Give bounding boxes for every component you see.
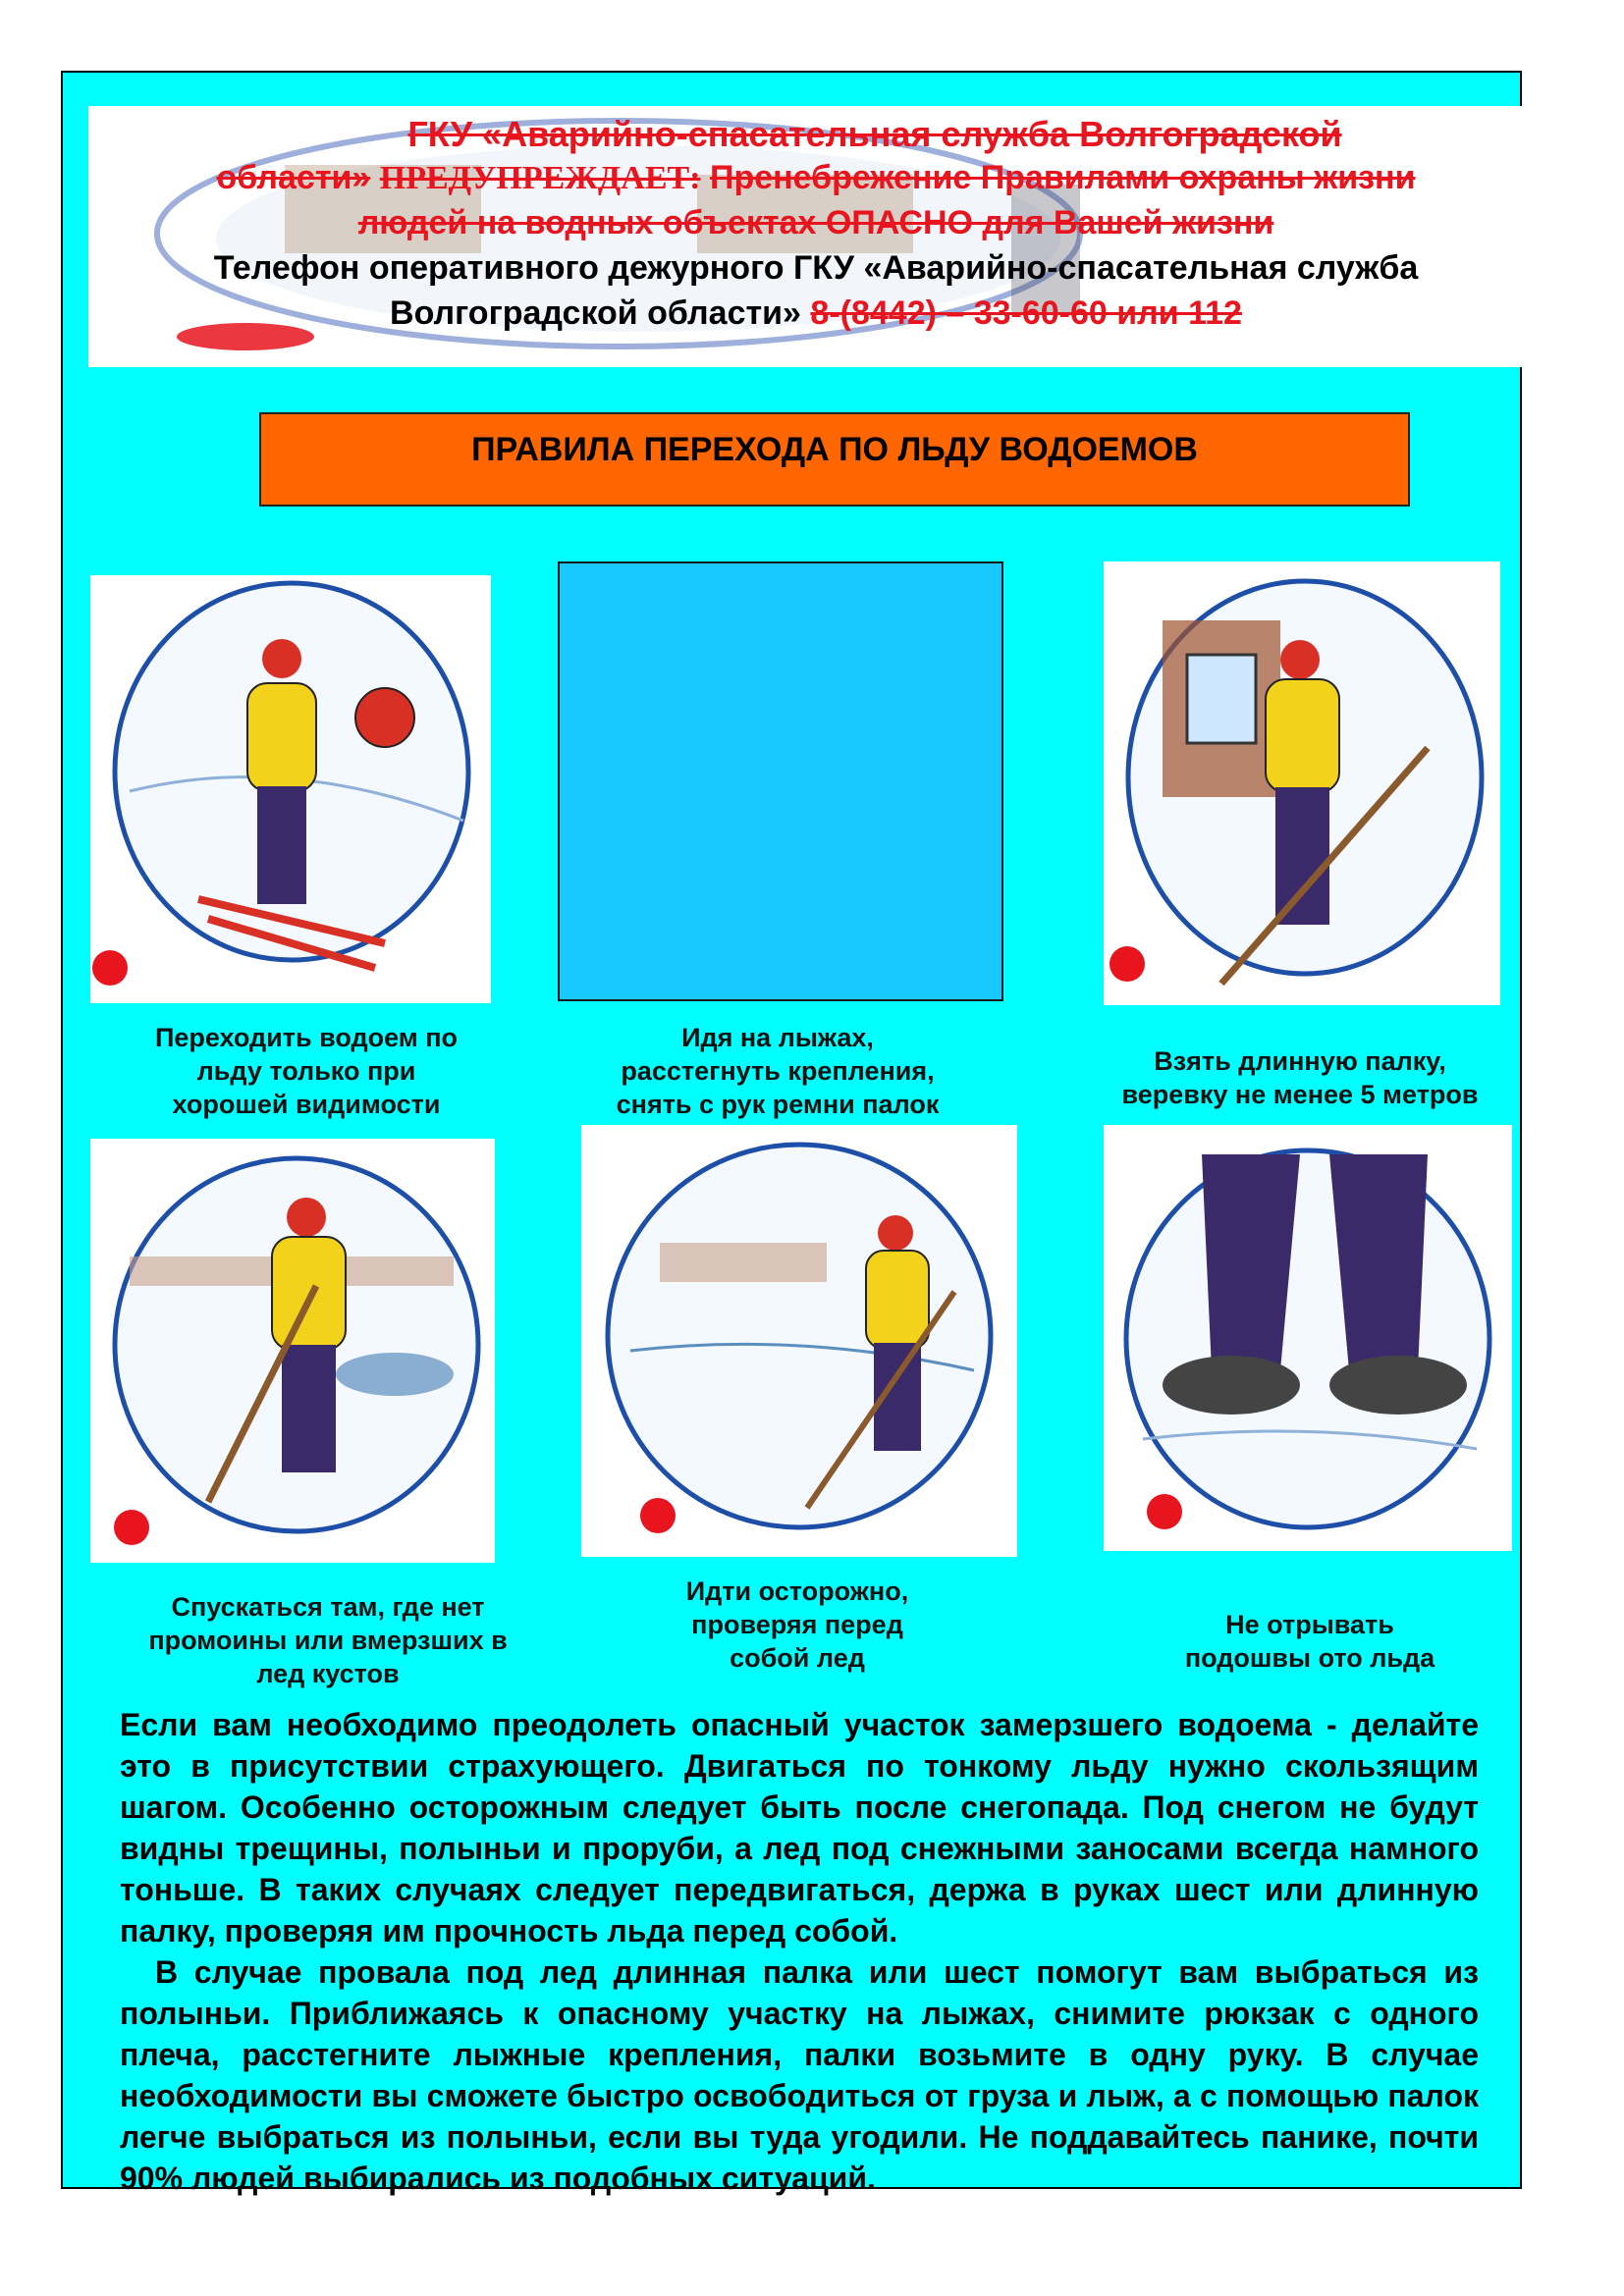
header-phone: 8-(8442) – 33-60-60 или 112 [810, 294, 1242, 332]
poster [61, 71, 1522, 2196]
caption-line: Не отрывать [1225, 1610, 1394, 1639]
caption-visibility [120, 1021, 493, 1121]
body-paragraph-2: В случае провала под лед длинная палка или шест помогут вам выбраться из полыньи. Приближаясь к опасному участку на лыжах, снимите рюкзак с одного плеча, расстегните лыжные крепления, палки возьмите в одну руку. В случае необходимости вы сможете быстро освободиться от груза и лыж, а с помощью палок легче выбраться из полыньи, если вы туда угодили. Не поддавайтесь панике, почти 90% людей выбирались из подобных ситуаций. [120, 1954, 1479, 2196]
rules-title: ПРАВИЛА ПЕРЕХОДА ПО ЛЬДУ ВОДОЕМОВ [259, 412, 1410, 507]
header-line-5 [88, 294, 1543, 333]
caption-line: Взять длинную палку, [1154, 1046, 1446, 1076]
header-line-1: ГКУ «Аварийно-спасательная служба Волгоградской [407, 114, 1342, 154]
header-line-2 [88, 159, 1543, 197]
body-paragraph-1: Если вам необходимо преодолеть опасный участок замерзшего водоема - делайте это в присутствии страхующего. Двигаться по тонкому льду нужно скользящим шагом. Особенно осторожным следует быть после снегопада. Под снегом не будут видны трещины, полыньи и проруби, а лед под снежными заносами всегда намного тоньше. В таких случаях следует передвигаться, держа в руках шест или длинную палку, проверяя им прочность льда перед собой. [120, 1707, 1479, 1949]
header-banner [88, 106, 1543, 367]
illustration-descend [90, 1139, 495, 1563]
caption-line: промоины или вмерзших в [148, 1626, 508, 1655]
illustration-careful [581, 1125, 1017, 1557]
caption-line: собой лед [730, 1643, 865, 1673]
header-line-5-org: Волгоградской области» [390, 294, 801, 332]
blank-panel [558, 561, 1003, 1001]
caption-line: лед кустов [256, 1659, 400, 1688]
caption-line: льду только при [196, 1056, 416, 1086]
caption-line: веревку не менее 5 метров [1121, 1080, 1479, 1109]
caption-line: проверяя перед [691, 1610, 903, 1639]
header-line-2-text: Пренебрежение Правилами охраны жизни [710, 159, 1416, 196]
header-line-3: людей на водных объектах ОПАСНО для Вашей жизни [357, 204, 1274, 241]
illustration-skier [90, 575, 491, 1003]
caption-line: подошвы ото льда [1184, 1643, 1435, 1673]
caption-line: хорошей видимости [172, 1090, 441, 1119]
caption-line: Идти осторожно, [685, 1576, 909, 1606]
caption-stick [1094, 1044, 1506, 1111]
header-line-2-org: области» [216, 159, 371, 196]
caption-feet [1123, 1608, 1496, 1675]
caption-careful [611, 1575, 984, 1675]
caption-line: Спускаться там, где нет [171, 1592, 485, 1622]
caption-line: снять с рук ремни палок [616, 1090, 940, 1119]
caption-descend [122, 1590, 534, 1690]
caption-bindings [571, 1021, 984, 1121]
caption-line: Идя на лыжах, [681, 1023, 874, 1052]
illustration-stick [1104, 561, 1500, 1005]
header-line-2-warns: ПРЕДУПРЕЖДАЕТ: [379, 160, 701, 196]
caption-line: Переходить водоем по [154, 1023, 459, 1052]
body-text [120, 1704, 1479, 2199]
caption-line: расстегнуть крепления, [621, 1056, 935, 1086]
header-line-4: Телефон оперативного дежурного ГКУ «Аварийно-спасательная служба [213, 249, 1419, 287]
illustration-feet [1104, 1125, 1512, 1551]
